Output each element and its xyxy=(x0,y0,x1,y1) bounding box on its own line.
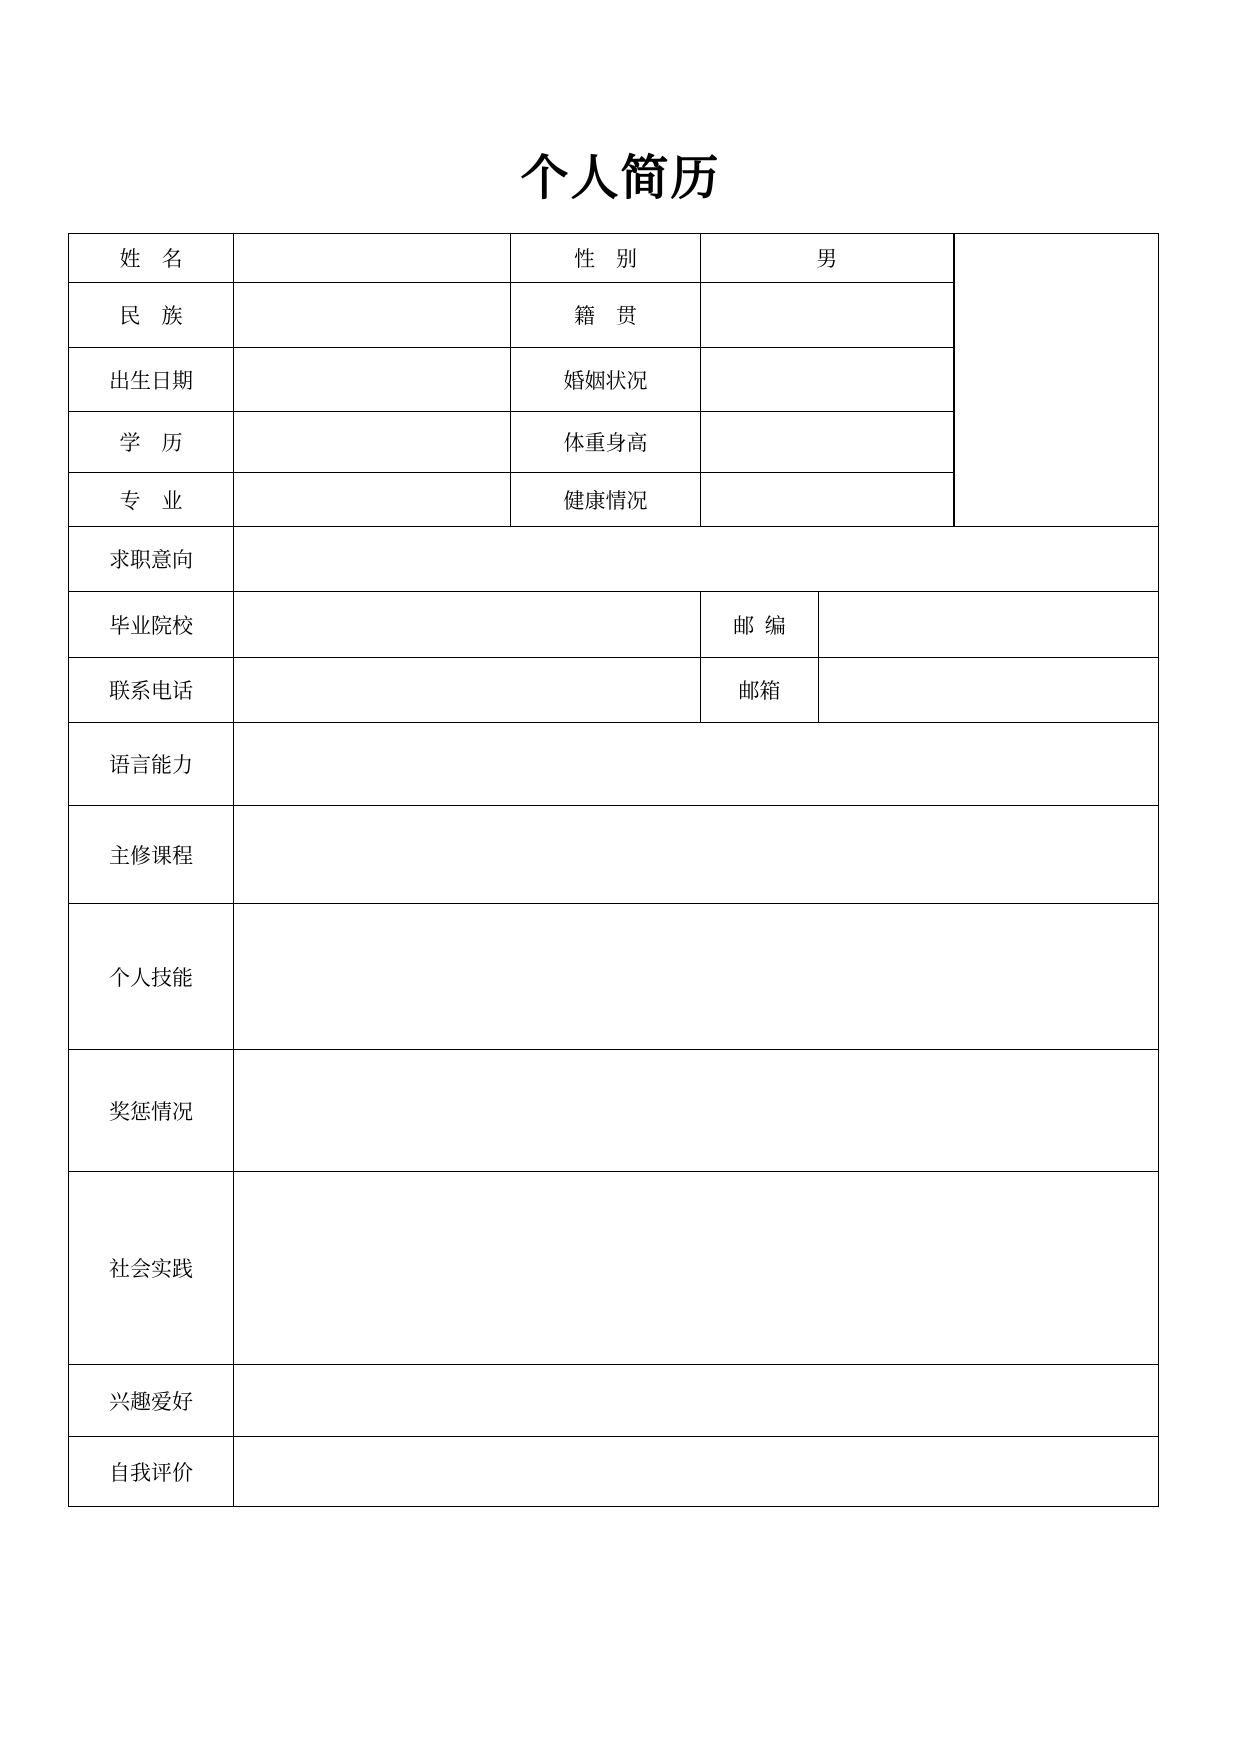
education-label: 学历 xyxy=(69,412,234,473)
job-intention-label: 求职意向 xyxy=(69,527,234,592)
job-intention-value[interactable] xyxy=(234,527,1159,592)
gender-label: 性别 xyxy=(511,234,701,283)
school-value[interactable] xyxy=(234,592,701,658)
native-place-value[interactable] xyxy=(701,283,954,348)
table-row xyxy=(69,1050,1159,1172)
practice-label: 社会实践 xyxy=(69,1172,234,1365)
email-label: 邮箱 xyxy=(701,658,819,723)
marital-status-value[interactable] xyxy=(701,348,954,412)
ethnicity-label: 民族 xyxy=(69,283,234,348)
table-row xyxy=(69,592,1159,658)
self-evaluation-value[interactable] xyxy=(234,1437,1159,1507)
height-weight-value[interactable] xyxy=(701,412,954,473)
name-value[interactable] xyxy=(234,234,511,283)
health-label: 健康情况 xyxy=(511,473,701,527)
page-title: 个人简历 xyxy=(520,150,721,206)
table-row xyxy=(69,723,1159,806)
table-row xyxy=(69,806,1159,904)
name-label: 姓名 xyxy=(69,234,234,283)
table-row xyxy=(69,1437,1159,1507)
table-row xyxy=(69,1172,1159,1365)
skills-value[interactable] xyxy=(234,904,1159,1050)
health-value[interactable] xyxy=(701,473,954,527)
table-row xyxy=(69,527,1159,592)
awards-label: 奖惩情况 xyxy=(69,1050,234,1172)
photo-box[interactable] xyxy=(954,234,1159,527)
marital-status-label: 婚姻状况 xyxy=(511,348,701,412)
language-label: 语言能力 xyxy=(69,723,234,806)
practice-value[interactable] xyxy=(234,1172,1159,1365)
hobbies-label: 兴趣爱好 xyxy=(69,1365,234,1437)
postcode-label: 邮编 xyxy=(701,592,819,658)
major-value[interactable] xyxy=(234,473,511,527)
native-place-label: 籍贯 xyxy=(511,283,701,348)
table-row xyxy=(69,658,1159,723)
gender-value[interactable]: 男 xyxy=(701,234,954,283)
height-weight-label: 体重身高 xyxy=(511,412,701,473)
table-row xyxy=(69,1365,1159,1437)
skills-label: 个人技能 xyxy=(69,904,234,1050)
birth-date-label: 出生日期 xyxy=(69,348,234,412)
awards-value[interactable] xyxy=(234,1050,1159,1172)
table-row xyxy=(69,234,1159,283)
resume-table xyxy=(68,233,1159,1507)
birth-date-value[interactable] xyxy=(234,348,511,412)
language-value[interactable] xyxy=(234,723,1159,806)
courses-label: 主修课程 xyxy=(69,806,234,904)
major-label: 专业 xyxy=(69,473,234,527)
table-row xyxy=(69,904,1159,1050)
courses-value[interactable] xyxy=(234,806,1159,904)
phone-value[interactable] xyxy=(234,658,701,723)
postcode-value[interactable] xyxy=(819,592,1159,658)
education-value[interactable] xyxy=(234,412,511,473)
school-label: 毕业院校 xyxy=(69,592,234,658)
hobbies-value[interactable] xyxy=(234,1365,1159,1437)
self-evaluation-label: 自我评价 xyxy=(69,1437,234,1507)
ethnicity-value[interactable] xyxy=(234,283,511,348)
email-value[interactable] xyxy=(819,658,1159,723)
phone-label: 联系电话 xyxy=(69,658,234,723)
